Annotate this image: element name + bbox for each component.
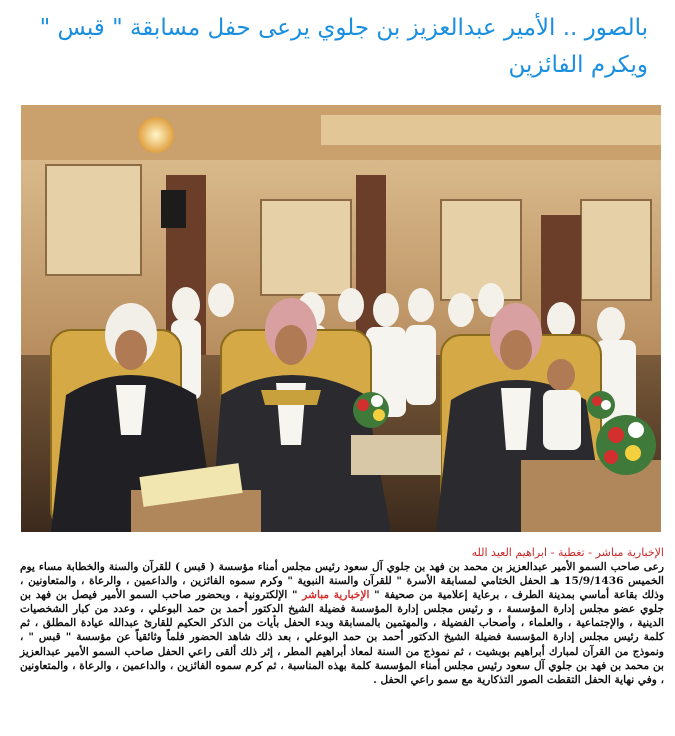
article-body: [20, 560, 664, 687]
event-photo: [21, 105, 661, 532]
article-title: بالصور .. الأمير عبدالعزيز بن جلوي يرعى حفل مسابقة " قبس " ويكرم الفائزين: [39, 15, 648, 78]
newspaper-name: الإخبارية مباشر: [297, 589, 375, 602]
photo-credit: الإخبارية مباشر - تغطية - ابراهيم العيد الله: [471, 546, 664, 559]
article-body-part1: رعى صاحب السمو الأمير عبدالعزيز بن محمد بن فهد بن جلوي آل سعود رئيس مجلس أمناء مؤسسة ( قبس ) للقرآن والسنة والخطابة مساء يوم الخميس 15/9/1436 هـ الحفل الختامي لمسابقة الأسرة " للقرآن والسنة النبوية " وكرم سموه الفائزين ، والداعمين ، والرعاة ، والمتعاونين ، وذلك بقاعة أماسي بمدينة الطرف ، برعاية إعلامية من صحيفة ": [20, 561, 664, 602]
event-photo-illustration: [21, 105, 661, 532]
article-body-part2: " الإلكترونية ، وبحضور صاحب السمو الأمير فيصل بن فهد بن جلوي عضو مجلس إدارة المؤسسة ، و رئيس مجلس إدارة المؤسسة فضيلة الشيخ الدكتور أحمد بن حمد البوعلي ، وعدد من كبار الشخصيات الدينية ، والإجتماعية ، والعلماء ، وأصحاب الفضيلة ، والمهتمين بالمسابقة وبدء الحفل بأيات من الذكر الحكيم للقارئ عبدالله عيادة المطلق ، ثم كلمة رئيس مجلس إدارة المؤسسة فضيلة الشيخ الدكتور أحمد بن حمد البوعلي ، بعد ذلك شاهد الحضور فلماً وثائقياً عن مؤسسة " قبس " ، ونموذج من القرآن لمبارك أبراهيم بوبشيت ، ثم نموذج من السنة لمعاذ أبراهيم المطر ، إثر ذلك ألقى راعي الحفل صاحب السمو الأمير عبدالعزيز بن محمد بن فهد بن جلوي آل سعود رئيس مجلس أمناء المؤسسة كلمة بهذه المناسبة ، ثم كرم سموه الفائزين ، والداعمين ، والرعاة ، والمتعاونين ، وفي نهاية الحفل التقطت الصور التذكارية مع سمو راعي الحفل .: [20, 589, 664, 686]
